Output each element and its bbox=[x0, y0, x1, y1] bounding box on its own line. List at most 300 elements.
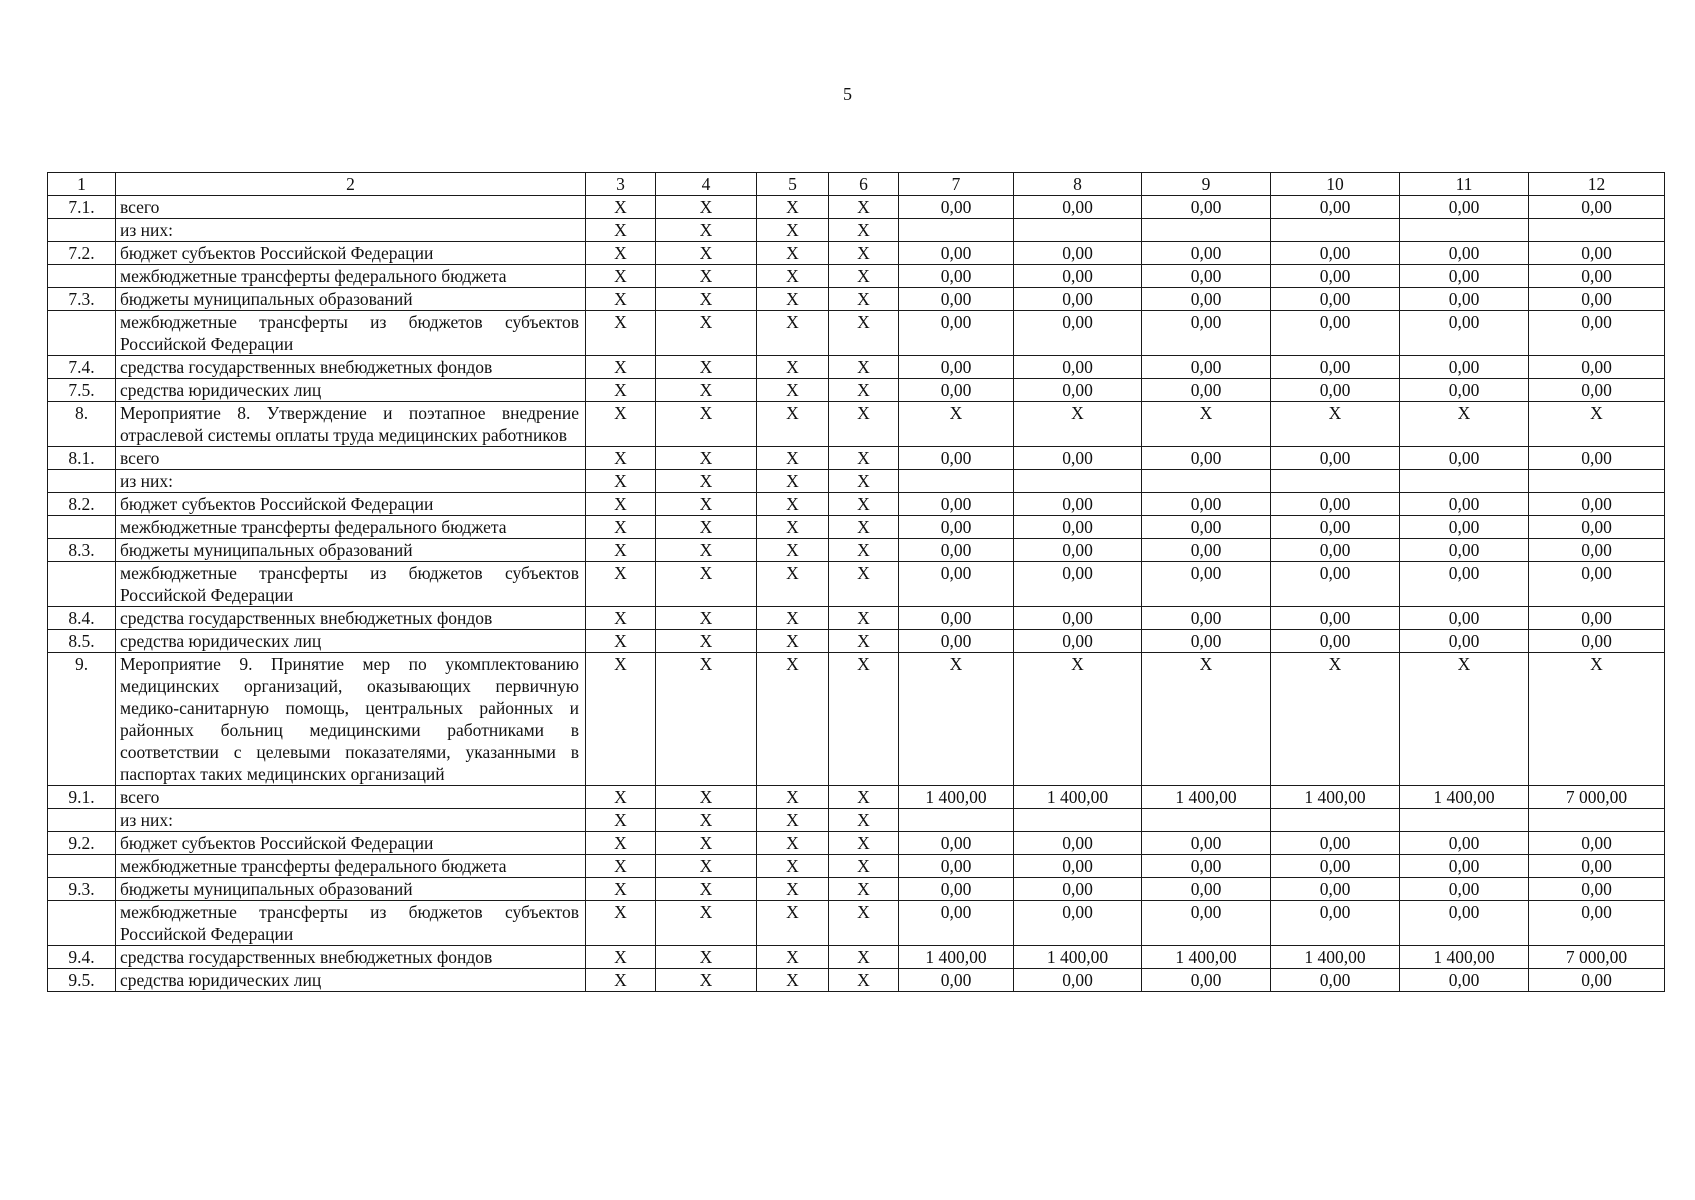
row-name-cell: средства государственных внебюджетных фондов bbox=[116, 356, 586, 379]
value-cell: 0,00 bbox=[1142, 630, 1271, 653]
x-mark-cell: Х bbox=[829, 311, 899, 356]
value-cell: 0,00 bbox=[899, 878, 1014, 901]
row-number-cell bbox=[48, 855, 116, 878]
header-cell: 1 bbox=[48, 173, 116, 196]
value-cell: 0,00 bbox=[1529, 356, 1665, 379]
value-cell bbox=[1014, 809, 1142, 832]
x-mark-cell: Х bbox=[586, 653, 656, 786]
value-cell bbox=[1529, 470, 1665, 493]
row-name-cell: бюджеты муниципальных образований bbox=[116, 539, 586, 562]
value-cell: 0,00 bbox=[1400, 969, 1529, 992]
value-cell: 1 400,00 bbox=[899, 786, 1014, 809]
x-mark-cell: Х bbox=[829, 607, 899, 630]
value-cell: 0,00 bbox=[1529, 878, 1665, 901]
value-cell: Х bbox=[899, 402, 1014, 447]
row-number-cell: 8.5. bbox=[48, 630, 116, 653]
value-cell: 0,00 bbox=[1400, 196, 1529, 219]
table-row bbox=[48, 653, 1665, 786]
x-mark-cell: Х bbox=[656, 219, 757, 242]
value-cell bbox=[1142, 470, 1271, 493]
value-cell: Х bbox=[1142, 653, 1271, 786]
x-mark-cell: Х bbox=[757, 969, 829, 992]
x-mark-cell: Х bbox=[757, 311, 829, 356]
row-name-cell: бюджет субъектов Российской Федерации bbox=[116, 242, 586, 265]
row-number-cell: 8.1. bbox=[48, 447, 116, 470]
row-number-cell bbox=[48, 516, 116, 539]
value-cell: 0,00 bbox=[1142, 311, 1271, 356]
x-mark-cell: Х bbox=[757, 562, 829, 607]
x-mark-cell: Х bbox=[829, 855, 899, 878]
row-number-cell: 7.1. bbox=[48, 196, 116, 219]
x-mark-cell: Х bbox=[656, 196, 757, 219]
value-cell bbox=[899, 470, 1014, 493]
row-name-cell: средства государственных внебюджетных фондов bbox=[116, 607, 586, 630]
x-mark-cell: Х bbox=[829, 786, 899, 809]
value-cell bbox=[1400, 809, 1529, 832]
value-cell bbox=[1014, 219, 1142, 242]
value-cell: 0,00 bbox=[1400, 493, 1529, 516]
x-mark-cell: Х bbox=[586, 809, 656, 832]
x-mark-cell: Х bbox=[829, 832, 899, 855]
value-cell: 0,00 bbox=[1400, 832, 1529, 855]
x-mark-cell: Х bbox=[757, 242, 829, 265]
x-mark-cell: Х bbox=[829, 265, 899, 288]
x-mark-cell: Х bbox=[829, 242, 899, 265]
x-mark-cell: Х bbox=[656, 946, 757, 969]
value-cell: 0,00 bbox=[1400, 901, 1529, 946]
x-mark-cell: Х bbox=[757, 288, 829, 311]
value-cell: 0,00 bbox=[1271, 379, 1400, 402]
value-cell: 0,00 bbox=[1271, 607, 1400, 630]
value-cell: 0,00 bbox=[1529, 630, 1665, 653]
value-cell: 0,00 bbox=[1400, 516, 1529, 539]
value-cell: 0,00 bbox=[1142, 855, 1271, 878]
value-cell: 1 400,00 bbox=[1142, 786, 1271, 809]
value-cell: 0,00 bbox=[1529, 562, 1665, 607]
value-cell: 0,00 bbox=[1529, 265, 1665, 288]
x-mark-cell: Х bbox=[586, 969, 656, 992]
value-cell: 0,00 bbox=[1400, 878, 1529, 901]
table-row bbox=[48, 832, 1665, 855]
x-mark-cell: Х bbox=[829, 878, 899, 901]
header-cell: 8 bbox=[1014, 173, 1142, 196]
x-mark-cell: Х bbox=[757, 470, 829, 493]
value-cell: 1 400,00 bbox=[1271, 946, 1400, 969]
x-mark-cell: Х bbox=[586, 516, 656, 539]
table-row bbox=[48, 265, 1665, 288]
value-cell: 0,00 bbox=[1529, 196, 1665, 219]
row-name-cell: средства государственных внебюджетных фондов bbox=[116, 946, 586, 969]
x-mark-cell: Х bbox=[656, 878, 757, 901]
row-name-cell: средства юридических лиц bbox=[116, 969, 586, 992]
value-cell: 0,00 bbox=[1400, 855, 1529, 878]
header-cell: 11 bbox=[1400, 173, 1529, 196]
value-cell: 0,00 bbox=[1014, 630, 1142, 653]
x-mark-cell: Х bbox=[656, 969, 757, 992]
row-name-cell: межбюджетные трансферты федерального бюджета bbox=[116, 265, 586, 288]
value-cell: 0,00 bbox=[1529, 901, 1665, 946]
value-cell: 0,00 bbox=[899, 832, 1014, 855]
value-cell: Х bbox=[1142, 402, 1271, 447]
x-mark-cell: Х bbox=[829, 356, 899, 379]
x-mark-cell: Х bbox=[829, 470, 899, 493]
value-cell: 0,00 bbox=[1529, 288, 1665, 311]
value-cell: 0,00 bbox=[1142, 901, 1271, 946]
x-mark-cell: Х bbox=[656, 379, 757, 402]
value-cell bbox=[1529, 809, 1665, 832]
row-number-cell: 9.3. bbox=[48, 878, 116, 901]
value-cell: 0,00 bbox=[1400, 288, 1529, 311]
x-mark-cell: Х bbox=[586, 539, 656, 562]
row-number-cell: 9. bbox=[48, 653, 116, 786]
row-number-cell: 8. bbox=[48, 402, 116, 447]
row-number-cell: 7.3. bbox=[48, 288, 116, 311]
value-cell: Х bbox=[1529, 402, 1665, 447]
x-mark-cell: Х bbox=[586, 786, 656, 809]
value-cell: 0,00 bbox=[1271, 447, 1400, 470]
value-cell: 0,00 bbox=[1271, 311, 1400, 356]
table-row bbox=[48, 447, 1665, 470]
row-name-cell: бюджеты муниципальных образований bbox=[116, 878, 586, 901]
value-cell: 0,00 bbox=[1142, 493, 1271, 516]
x-mark-cell: Х bbox=[586, 832, 656, 855]
header-cell: 7 bbox=[899, 173, 1014, 196]
value-cell: 0,00 bbox=[1271, 493, 1400, 516]
value-cell: Х bbox=[1271, 402, 1400, 447]
value-cell: 0,00 bbox=[1400, 265, 1529, 288]
row-name-cell: межбюджетные трансферты федерального бюджета bbox=[116, 516, 586, 539]
value-cell: 0,00 bbox=[1014, 855, 1142, 878]
value-cell: 0,00 bbox=[1529, 493, 1665, 516]
x-mark-cell: Х bbox=[586, 901, 656, 946]
x-mark-cell: Х bbox=[757, 219, 829, 242]
value-cell: 0,00 bbox=[1142, 242, 1271, 265]
value-cell bbox=[899, 219, 1014, 242]
value-cell: Х bbox=[1014, 402, 1142, 447]
value-cell: 0,00 bbox=[1014, 969, 1142, 992]
value-cell: 0,00 bbox=[1529, 242, 1665, 265]
value-cell: 0,00 bbox=[1142, 878, 1271, 901]
row-number-cell: 7.4. bbox=[48, 356, 116, 379]
value-cell: 0,00 bbox=[1271, 901, 1400, 946]
value-cell: 0,00 bbox=[1271, 539, 1400, 562]
value-cell: 0,00 bbox=[1271, 196, 1400, 219]
row-number-cell bbox=[48, 219, 116, 242]
x-mark-cell: Х bbox=[656, 653, 757, 786]
row-number-cell bbox=[48, 265, 116, 288]
value-cell bbox=[1271, 219, 1400, 242]
value-cell: 0,00 bbox=[1014, 447, 1142, 470]
value-cell: 0,00 bbox=[899, 562, 1014, 607]
table-row bbox=[48, 288, 1665, 311]
x-mark-cell: Х bbox=[757, 356, 829, 379]
table-row bbox=[48, 493, 1665, 516]
row-name-cell: Мероприятие 9. Принятие мер по укомплектованию медицинских организаций, оказывающих первичную медико-санитарную помощь, центральных районных и районных больниц медицинскими работниками в соответствии с целевыми показателями, указанными в паспортах таких медицинских организаций bbox=[116, 653, 586, 786]
row-name-cell: средства юридических лиц bbox=[116, 379, 586, 402]
row-name-cell: Мероприятие 8. Утверждение и поэтапное внедрение отраслевой системы оплаты труда медицинских работников bbox=[116, 402, 586, 447]
value-cell bbox=[1271, 809, 1400, 832]
value-cell: 0,00 bbox=[899, 379, 1014, 402]
value-cell: 0,00 bbox=[1014, 265, 1142, 288]
x-mark-cell: Х bbox=[757, 832, 829, 855]
x-mark-cell: Х bbox=[757, 402, 829, 447]
value-cell: 0,00 bbox=[1014, 493, 1142, 516]
table-row bbox=[48, 311, 1665, 356]
table-row bbox=[48, 516, 1665, 539]
table-container bbox=[47, 172, 1664, 992]
value-cell: 0,00 bbox=[899, 311, 1014, 356]
x-mark-cell: Х bbox=[656, 516, 757, 539]
row-number-cell: 9.4. bbox=[48, 946, 116, 969]
table-row bbox=[48, 607, 1665, 630]
table-row bbox=[48, 630, 1665, 653]
x-mark-cell: Х bbox=[829, 196, 899, 219]
header-cell: 2 bbox=[116, 173, 586, 196]
x-mark-cell: Х bbox=[829, 630, 899, 653]
value-cell: 0,00 bbox=[1400, 539, 1529, 562]
value-cell: 0,00 bbox=[1142, 288, 1271, 311]
x-mark-cell: Х bbox=[656, 809, 757, 832]
value-cell: Х bbox=[899, 653, 1014, 786]
x-mark-cell: Х bbox=[829, 219, 899, 242]
value-cell: 0,00 bbox=[1529, 311, 1665, 356]
x-mark-cell: Х bbox=[757, 607, 829, 630]
value-cell: 0,00 bbox=[1400, 630, 1529, 653]
value-cell bbox=[1400, 470, 1529, 493]
x-mark-cell: Х bbox=[656, 402, 757, 447]
value-cell: 0,00 bbox=[1142, 356, 1271, 379]
row-number-cell bbox=[48, 470, 116, 493]
table-row bbox=[48, 562, 1665, 607]
x-mark-cell: Х bbox=[829, 901, 899, 946]
value-cell: Х bbox=[1400, 402, 1529, 447]
header-cell: 6 bbox=[829, 173, 899, 196]
header-cell: 9 bbox=[1142, 173, 1271, 196]
value-cell: 0,00 bbox=[1014, 539, 1142, 562]
value-cell: 0,00 bbox=[1271, 242, 1400, 265]
value-cell: 0,00 bbox=[1142, 607, 1271, 630]
funding-table bbox=[47, 172, 1665, 992]
value-cell: 0,00 bbox=[899, 630, 1014, 653]
value-cell: 0,00 bbox=[1271, 969, 1400, 992]
row-name-cell: из них: bbox=[116, 470, 586, 493]
value-cell: 0,00 bbox=[899, 196, 1014, 219]
value-cell bbox=[1142, 809, 1271, 832]
value-cell: 0,00 bbox=[1014, 356, 1142, 379]
value-cell: 0,00 bbox=[899, 855, 1014, 878]
table-body bbox=[48, 173, 1665, 992]
table-row bbox=[48, 946, 1665, 969]
value-cell: 0,00 bbox=[1142, 562, 1271, 607]
table-row bbox=[48, 196, 1665, 219]
value-cell: 0,00 bbox=[1014, 288, 1142, 311]
value-cell: 0,00 bbox=[899, 539, 1014, 562]
value-cell: 0,00 bbox=[1014, 562, 1142, 607]
value-cell: 0,00 bbox=[899, 969, 1014, 992]
value-cell: 0,00 bbox=[1529, 516, 1665, 539]
value-cell: 0,00 bbox=[1142, 832, 1271, 855]
value-cell: 0,00 bbox=[1529, 855, 1665, 878]
row-name-cell: бюджеты муниципальных образований bbox=[116, 288, 586, 311]
x-mark-cell: Х bbox=[656, 356, 757, 379]
x-mark-cell: Х bbox=[586, 356, 656, 379]
row-name-cell: межбюджетные трансферты из бюджетов субъектов Российской Федерации bbox=[116, 562, 586, 607]
value-cell: 0,00 bbox=[1271, 832, 1400, 855]
value-cell: 0,00 bbox=[1014, 242, 1142, 265]
x-mark-cell: Х bbox=[586, 288, 656, 311]
row-number-cell: 8.2. bbox=[48, 493, 116, 516]
x-mark-cell: Х bbox=[757, 901, 829, 946]
value-cell: 7 000,00 bbox=[1529, 946, 1665, 969]
row-number-cell: 9.1. bbox=[48, 786, 116, 809]
x-mark-cell: Х bbox=[656, 265, 757, 288]
value-cell: 0,00 bbox=[1400, 562, 1529, 607]
value-cell: 0,00 bbox=[1400, 356, 1529, 379]
value-cell: 0,00 bbox=[1271, 516, 1400, 539]
value-cell bbox=[899, 809, 1014, 832]
value-cell: 7 000,00 bbox=[1529, 786, 1665, 809]
table-row bbox=[48, 855, 1665, 878]
value-cell: 0,00 bbox=[899, 356, 1014, 379]
x-mark-cell: Х bbox=[829, 493, 899, 516]
row-number-cell: 8.3. bbox=[48, 539, 116, 562]
row-name-cell: межбюджетные трансферты федерального бюджета bbox=[116, 855, 586, 878]
x-mark-cell: Х bbox=[656, 447, 757, 470]
value-cell: Х bbox=[1400, 653, 1529, 786]
x-mark-cell: Х bbox=[757, 653, 829, 786]
value-cell: 0,00 bbox=[1271, 562, 1400, 607]
x-mark-cell: Х bbox=[656, 901, 757, 946]
x-mark-cell: Х bbox=[656, 288, 757, 311]
table-row bbox=[48, 356, 1665, 379]
x-mark-cell: Х bbox=[586, 402, 656, 447]
x-mark-cell: Х bbox=[757, 196, 829, 219]
x-mark-cell: Х bbox=[656, 562, 757, 607]
x-mark-cell: Х bbox=[829, 539, 899, 562]
value-cell: 0,00 bbox=[1142, 196, 1271, 219]
value-cell: 0,00 bbox=[899, 288, 1014, 311]
value-cell: 0,00 bbox=[1400, 607, 1529, 630]
value-cell: Х bbox=[1529, 653, 1665, 786]
table-row bbox=[48, 539, 1665, 562]
x-mark-cell: Х bbox=[586, 855, 656, 878]
row-name-cell: из них: bbox=[116, 809, 586, 832]
header-cell: 12 bbox=[1529, 173, 1665, 196]
value-cell: 0,00 bbox=[1529, 832, 1665, 855]
x-mark-cell: Х bbox=[656, 539, 757, 562]
value-cell: 1 400,00 bbox=[1142, 946, 1271, 969]
value-cell bbox=[1142, 219, 1271, 242]
value-cell: 1 400,00 bbox=[1014, 786, 1142, 809]
value-cell: 1 400,00 bbox=[1400, 946, 1529, 969]
row-name-cell: всего bbox=[116, 447, 586, 470]
table-row bbox=[48, 786, 1665, 809]
value-cell: Х bbox=[1014, 653, 1142, 786]
header-cell: 3 bbox=[586, 173, 656, 196]
x-mark-cell: Х bbox=[586, 196, 656, 219]
value-cell: 0,00 bbox=[1142, 265, 1271, 288]
value-cell: 0,00 bbox=[1400, 311, 1529, 356]
row-name-cell: из них: bbox=[116, 219, 586, 242]
x-mark-cell: Х bbox=[829, 946, 899, 969]
value-cell: 0,00 bbox=[1271, 855, 1400, 878]
value-cell: 0,00 bbox=[1400, 379, 1529, 402]
row-number-cell bbox=[48, 901, 116, 946]
row-name-cell: межбюджетные трансферты из бюджетов субъектов Российской Федерации bbox=[116, 901, 586, 946]
value-cell: 1 400,00 bbox=[899, 946, 1014, 969]
value-cell: 0,00 bbox=[1529, 379, 1665, 402]
value-cell bbox=[1529, 219, 1665, 242]
x-mark-cell: Х bbox=[829, 969, 899, 992]
row-name-cell: всего bbox=[116, 786, 586, 809]
value-cell: 0,00 bbox=[1142, 539, 1271, 562]
table-row bbox=[48, 402, 1665, 447]
header-cell: 10 bbox=[1271, 173, 1400, 196]
value-cell: 0,00 bbox=[1014, 901, 1142, 946]
table-row bbox=[48, 969, 1665, 992]
row-name-cell: бюджет субъектов Российской Федерации bbox=[116, 832, 586, 855]
x-mark-cell: Х bbox=[656, 786, 757, 809]
x-mark-cell: Х bbox=[757, 855, 829, 878]
x-mark-cell: Х bbox=[829, 402, 899, 447]
column-number-header-row bbox=[48, 173, 1665, 196]
value-cell: 1 400,00 bbox=[1014, 946, 1142, 969]
row-name-cell: средства юридических лиц bbox=[116, 630, 586, 653]
value-cell bbox=[1271, 470, 1400, 493]
header-cell: 4 bbox=[656, 173, 757, 196]
value-cell: 0,00 bbox=[899, 901, 1014, 946]
x-mark-cell: Х bbox=[757, 516, 829, 539]
x-mark-cell: Х bbox=[586, 607, 656, 630]
table-row bbox=[48, 470, 1665, 493]
x-mark-cell: Х bbox=[586, 946, 656, 969]
x-mark-cell: Х bbox=[757, 630, 829, 653]
x-mark-cell: Х bbox=[757, 786, 829, 809]
x-mark-cell: Х bbox=[757, 447, 829, 470]
x-mark-cell: Х bbox=[586, 470, 656, 493]
table-row bbox=[48, 379, 1665, 402]
row-number-cell: 9.2. bbox=[48, 832, 116, 855]
x-mark-cell: Х bbox=[829, 288, 899, 311]
value-cell: 0,00 bbox=[1014, 832, 1142, 855]
x-mark-cell: Х bbox=[656, 832, 757, 855]
x-mark-cell: Х bbox=[829, 809, 899, 832]
value-cell: Х bbox=[1271, 653, 1400, 786]
value-cell: 0,00 bbox=[1529, 539, 1665, 562]
value-cell: 0,00 bbox=[1014, 311, 1142, 356]
x-mark-cell: Х bbox=[586, 311, 656, 356]
x-mark-cell: Х bbox=[586, 562, 656, 607]
x-mark-cell: Х bbox=[757, 379, 829, 402]
x-mark-cell: Х bbox=[829, 516, 899, 539]
table-row bbox=[48, 809, 1665, 832]
x-mark-cell: Х bbox=[586, 447, 656, 470]
x-mark-cell: Х bbox=[586, 379, 656, 402]
table-row bbox=[48, 219, 1665, 242]
value-cell: 1 400,00 bbox=[1271, 786, 1400, 809]
x-mark-cell: Х bbox=[656, 493, 757, 516]
header-cell: 5 bbox=[757, 173, 829, 196]
row-name-cell: всего bbox=[116, 196, 586, 219]
value-cell: 0,00 bbox=[1014, 607, 1142, 630]
value-cell: 0,00 bbox=[1529, 969, 1665, 992]
x-mark-cell: Х bbox=[656, 311, 757, 356]
value-cell: 0,00 bbox=[1142, 516, 1271, 539]
x-mark-cell: Х bbox=[656, 242, 757, 265]
value-cell: 0,00 bbox=[1014, 196, 1142, 219]
x-mark-cell: Х bbox=[586, 493, 656, 516]
page-number: 5 bbox=[843, 84, 852, 104]
